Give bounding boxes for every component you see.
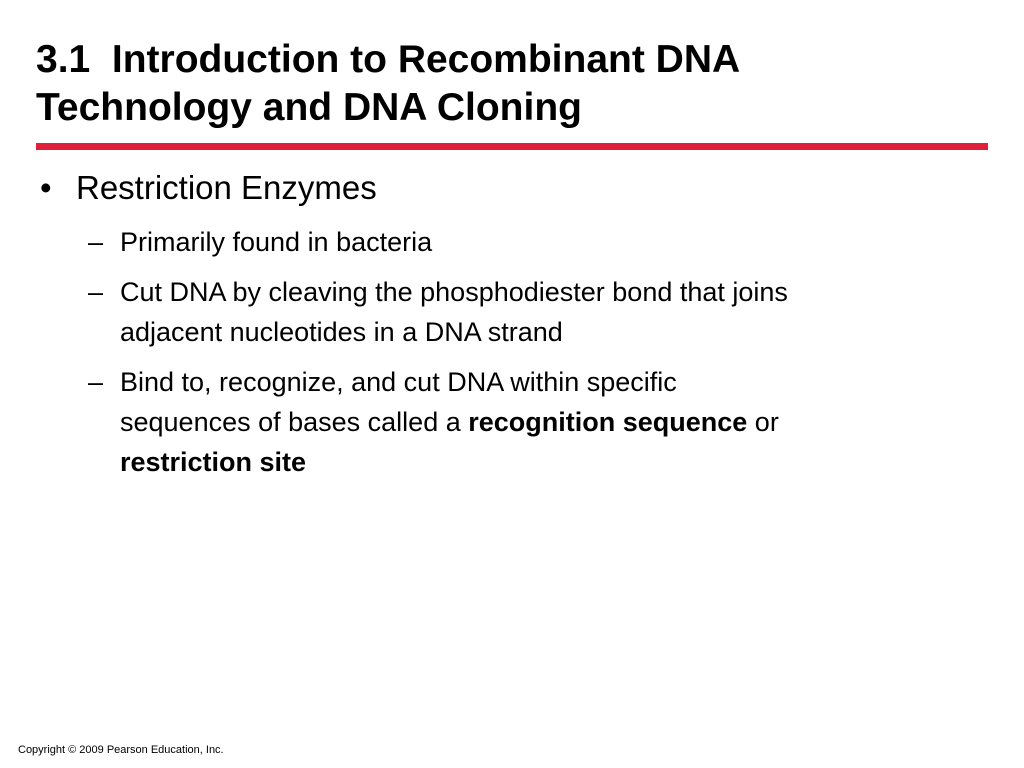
sub-bullet-text: Primarily found in bacteria [120, 227, 433, 257]
slide-title-line-1: 3.1 Introduction to Recombinant DNA [36, 38, 741, 81]
sub-bullet-text-line-2 [88, 402, 779, 442]
sub-bullet-text-line-1: Bind to, recognize, and cut DNA within specific [120, 367, 677, 397]
slide-title-line-2: Technology and DNA Cloning [36, 86, 582, 129]
sub-bullet-text-line-2: adjacent nucleotides in a DNA strand [120, 317, 563, 347]
bullet-text: Restriction Enzymes [76, 169, 377, 206]
sub-bullet-bind-recognize [88, 362, 779, 482]
sub-bullet-marker: – [88, 227, 104, 257]
bullet-restriction-enzymes [40, 166, 377, 210]
bullet-marker: • [40, 169, 52, 206]
text-run: or [747, 407, 779, 437]
sub-bullet-marker: – [88, 277, 104, 307]
sub-bullet-text-line-1: Cut DNA by cleaving the phosphodiester bond that joins [120, 277, 788, 307]
footer-copyright: Copyright © 2009 Pearson Education, Inc. [18, 744, 224, 756]
slide-title [36, 36, 996, 132]
term-restriction-site: restriction site [120, 447, 307, 477]
text-run: sequences of bases called a [120, 407, 469, 437]
sub-bullet-text-line-3 [88, 442, 779, 482]
sub-bullet-marker: – [88, 367, 104, 397]
term-recognition-sequence: recognition sequence [468, 407, 748, 437]
sub-bullet-cut-dna [88, 272, 788, 352]
sub-bullet-found-in-bacteria [88, 222, 432, 262]
title-divider [36, 143, 988, 150]
